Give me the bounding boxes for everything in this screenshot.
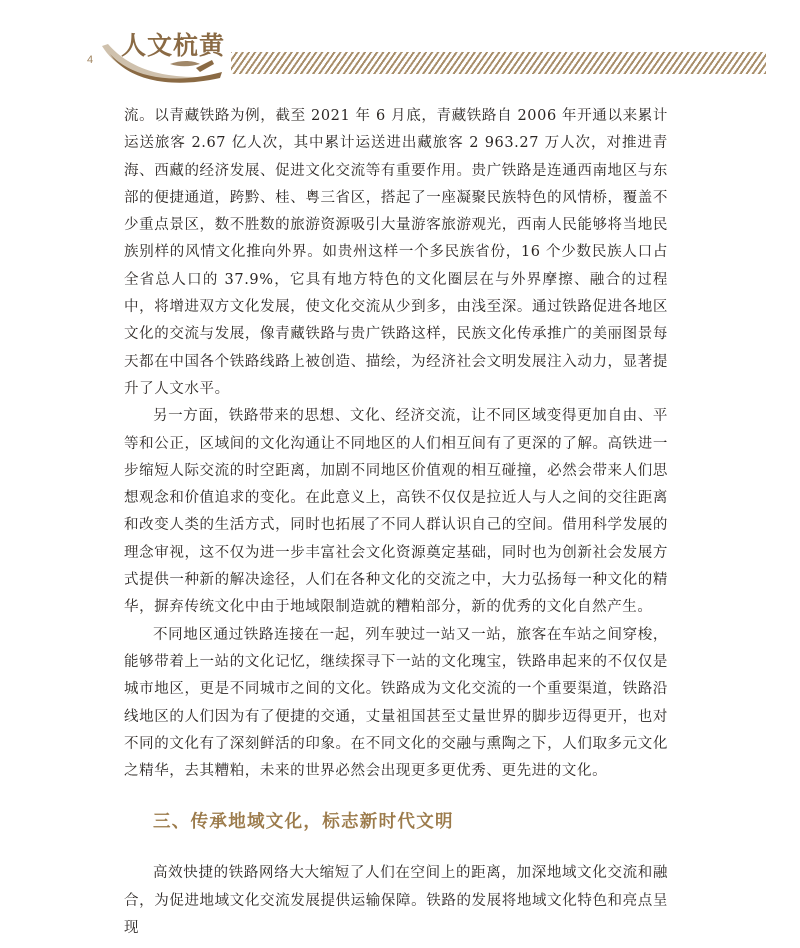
body-paragraph: 流。以青藏铁路为例，截至 2021 年 6 月底，青藏铁路自 2006 年开通以来累计运送旅客 2.67 亿人次，其中累计运送进出藏旅客 2 963.27 万人次，对推进青海、西藏的经济发展、促进文化交流等有重要作用。贵广铁路是连通西南地区与东部的便捷通道，跨黔、桂、粤三省区，搭起了一座凝聚民族特色的风情桥，覆盖不少重点景区，数不胜数的旅游资源吸引大量游客旅游观光，西南人民能够将当地民族别样的风情文化推向外界。如贵州这样一个多民族省份，16 个少数民族人口占全省总人口的 37.9%，它具有地方特色的文化圈层在与外界摩擦、融合的过程中，将增进双方文化发展，使文化交流从少到多，由浅至深。通过铁路促进各地区文化的交流与发展，像青藏铁路与贵广铁路这样，民族文化传承推广的美丽图景每天都在中国各个铁路线路上被创造、描绘，为经济社会文明发展注入动力，显著提升了人文水平。 <box>124 108 668 397</box>
header-hatch-band <box>231 52 766 74</box>
body-paragraph: 高效快捷的铁路网络大大缩短了人们在空间上的距离，加深地域文化交流和融合，为促进地域文化交流发展提供运输保障。铁路的发展将地域文化特色和亮点呈现 <box>124 865 668 937</box>
article-body <box>124 103 668 942</box>
page-header <box>0 0 800 100</box>
logo-text: 人文杭黄 <box>121 31 226 60</box>
body-paragraph: 不同地区通过铁路连接在一起，列车驶过一站又一站，旅客在车站之间穿梭，能够带着上一站的文化记忆，继续探寻下一站的文化瑰宝，铁路串起来的不仅仅是城市地区，更是不同城市之间的文化。铁路成为文化交流的一个重要渠道，铁路沿线地区的人们因为有了便捷的交通，丈量祖国甚至丈量世界的脚步迈得更开，也对不同的文化有了深刻鲜活的印象。在不同文化的交融与熏陶之下，人们取多元文化之精华，去其糟粕，未来的世界必然会出现更多更优秀、更先进的文化。 <box>124 626 668 780</box>
section-heading: 三、传承地域文化，标志新时代文明 <box>153 812 454 833</box>
page-number: 4 <box>87 54 94 66</box>
body-paragraph: 另一方面，铁路带来的思想、文化、经济交流，让不同区域变得更加自由、平等和公正，区域间的文化沟通让不同地区的人们相互间有了更深的了解。高铁进一步缩短人际交流的时空距离，加剧不同地区价值观的相互碰撞，必然会带来人们思想观念和价值追求的变化。在此意义上，高铁不仅仅是拉近人与人之间的交往距离和改变人类的生活方式，同时也拓展了不同人群认识自己的空间。借用科学发展的理念审视，这不仅为进一步丰富社会文化资源奠定基础，同时也为创新社会发展方式提供一种新的解决途径，人们在各种文化的交流之中，大力弘扬每一种文化的精华，摒弃传统文化中由于地域限制造就的糟粕部分，新的优秀的文化自然产生。 <box>124 408 668 616</box>
